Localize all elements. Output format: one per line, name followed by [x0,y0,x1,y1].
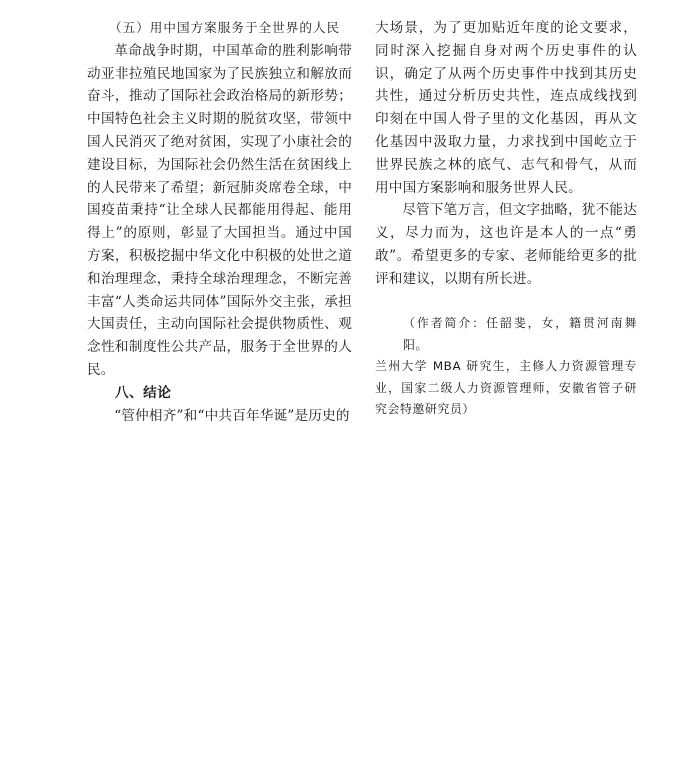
left-column [87,17,352,427]
author-note-rest: 兰州大学 MBA 研究生，主修人力资源管理专业，国家二级人力资源管理师，安徽省管子研究会特邀研究员） [375,359,637,416]
body-paragraph: 革命战争时期，中国革命的胜利影响带动亚非拉殖民地国家为了民族独立和解放而奋斗，推动了国际社会政治格局的新形势；中国特色社会主义时期的脱贫攻坚，带领中国人民消灭了绝对贫困，实现了小康社会的建设目标，为国际社会仍然生活在贫困线上的人民带来了希望；新冠肺炎席卷全球，中国疫苗秉持“让全球人民都能用得起、能用得上”的原则，彰显了大国担当。通过中国方案，积极挖掘中华文化中积极的处世之道和治理理念，秉持全球治理理念，不断完善丰富“人类命运共同体”国际外交主张，承担大国责任，主动向国际社会提供物质性、观念性和制度性公共产品，服务于全世界的人民。 [87,42,352,378]
body-paragraph-start: “管仲相齐”和“中共百年华诞”是历史的 [114,407,350,424]
right-column [375,17,637,420]
closing-paragraph: 尽管下笔万言，但文字拙略，犹不能达义，尽力而为，这也许是本人的一点“勇敢”。希望更多的专家、老师能给更多的批评和建议，以期有所长进。 [375,202,637,287]
subsection-heading: （五）用中国方案服务于全世界的人民 [109,20,341,35]
author-note-lead: （作者简介：任韶斐，女，籍贯河南舞阳。 [403,316,637,352]
body-paragraph-continued: 大场景，为了更加贴近年度的论文要求，同时深入挖掘自身对两个历史事件的认识，确定了从两个历史事件中找到其历史共性，通过分析历史共性，连点成线找到印刻在中国人骨子里的文化基因，再从文化基因中汲取力量，力求找到中国屹立于世界民族之林的底气、志气和骨气，从而用中国方案影响和服务世界人民。 [375,20,637,196]
section-heading: 八、结论 [115,384,172,401]
author-note [375,313,637,420]
